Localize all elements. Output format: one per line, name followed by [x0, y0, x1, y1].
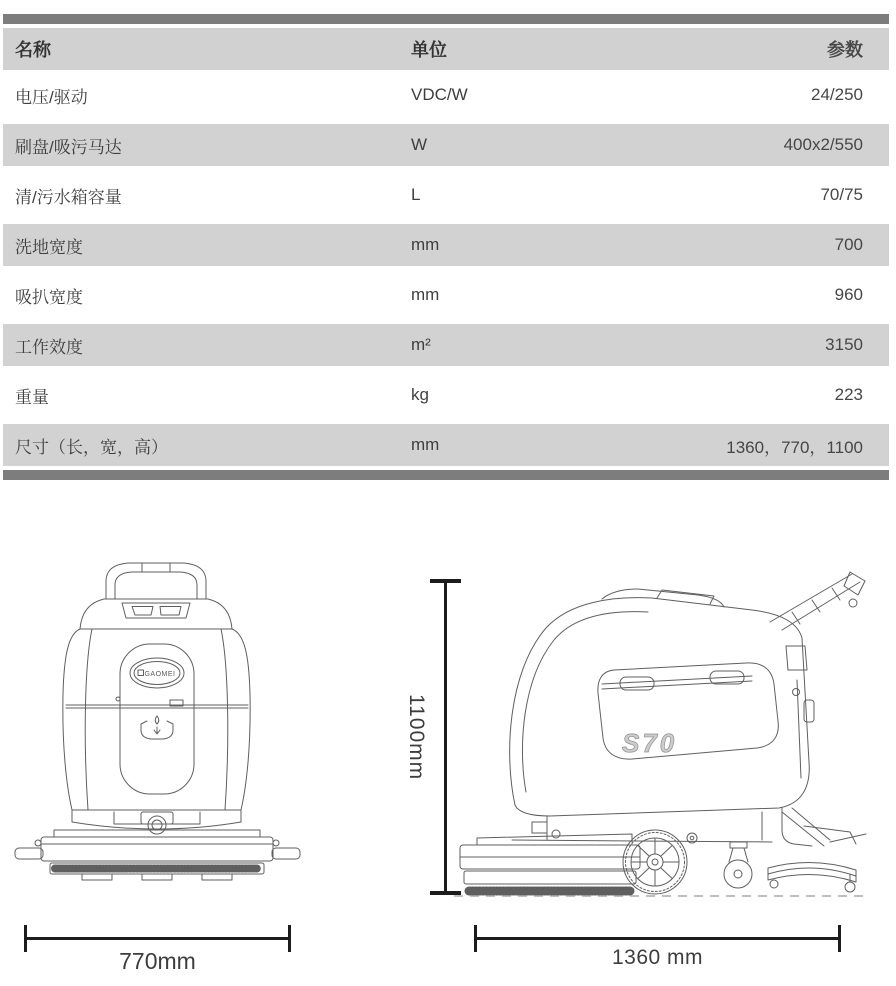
row-unit: mm [411, 235, 440, 254]
length-dimension-label: 1360 mm [611, 946, 704, 969]
header-value: 参数 [827, 40, 863, 60]
table-row [3, 320, 889, 370]
length-dimension-line [474, 937, 841, 940]
table-row [3, 170, 889, 220]
row-name: 电压/驱动 [15, 87, 88, 107]
row-unit: m² [411, 335, 431, 354]
row-value: 1360，770，1100 [726, 437, 863, 457]
bottom-divider-bar [3, 470, 889, 480]
row-value: 223 [834, 385, 863, 404]
table-row [3, 370, 889, 420]
model-badge-text: S70 [622, 728, 678, 758]
header-unit: 单位 [411, 40, 447, 60]
height-dimension-label: 1100mm [405, 693, 428, 781]
table-row [3, 420, 889, 470]
row-unit: VDC/W [411, 85, 468, 104]
row-unit: mm [411, 285, 440, 304]
row-value: 700 [834, 235, 863, 254]
row-name: 洗地宽度 [15, 237, 83, 257]
table-row [3, 120, 889, 170]
row-unit: mm [411, 435, 440, 454]
side-view-drawing [452, 550, 872, 900]
row-name: 重量 [15, 387, 49, 407]
row-unit: L [411, 185, 421, 204]
table-row [3, 270, 889, 320]
table-row [3, 220, 889, 270]
row-value: 3150 [825, 335, 863, 354]
table-row [3, 70, 889, 120]
row-value: 960 [834, 285, 863, 304]
row-unit: W [411, 135, 428, 154]
row-name: 刷盘/吸污马达 [15, 137, 122, 157]
width-dimension-label: 770mm [119, 948, 196, 974]
row-name: 尺寸（长，宽，高） [15, 437, 168, 457]
row-unit: kg [411, 385, 429, 404]
width-dimension-line [24, 937, 291, 940]
table-header-row [3, 28, 889, 70]
top-divider-bar [3, 14, 889, 24]
row-value: 70/75 [820, 185, 863, 204]
row-name: 吸扒宽度 [15, 287, 83, 307]
row-name: 清/污水箱容量 [15, 187, 122, 207]
spec-table [3, 28, 889, 470]
row-name: 工作效度 [15, 337, 83, 357]
front-view-drawing [14, 532, 304, 902]
row-value: 24/250 [811, 85, 863, 104]
header-name: 名称 [15, 40, 51, 60]
row-value: 400x2/550 [783, 135, 863, 154]
height-dimension-line [444, 579, 447, 895]
gaomei-logo-text: GAOMEI [144, 671, 176, 678]
